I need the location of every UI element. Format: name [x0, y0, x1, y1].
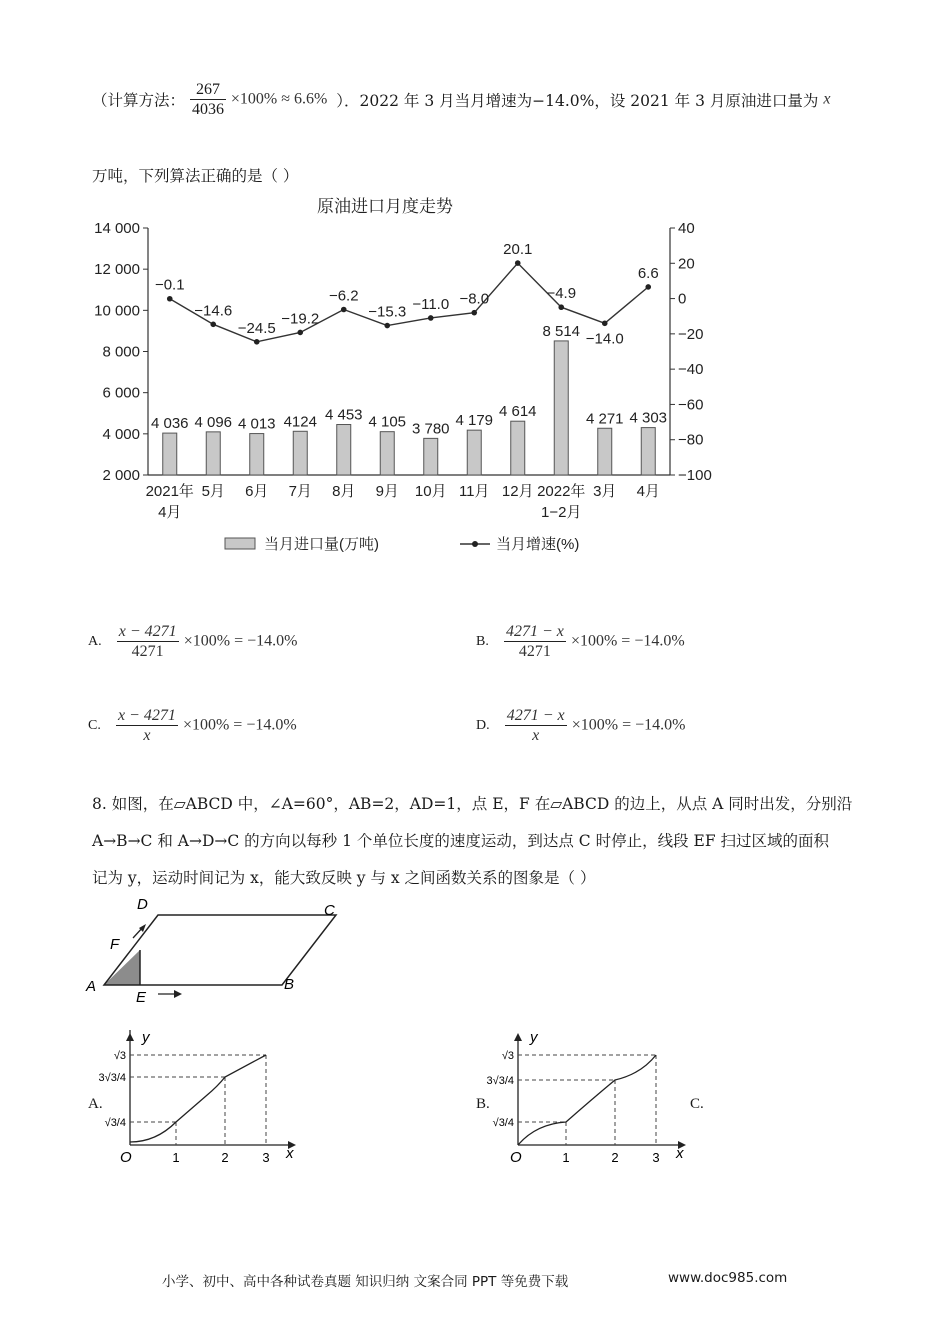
point-c-label: C [324, 902, 335, 919]
option-fraction [116, 706, 178, 745]
graph-option-a[interactable] [98, 1029, 306, 1170]
x-tick-1: 1 [562, 1150, 570, 1165]
option-numerator: x − 4271 [117, 707, 176, 724]
x-label-0-0: 2021年 [145, 483, 194, 500]
option-fraction [505, 706, 567, 745]
x-label-8-0: 12月 [501, 483, 534, 500]
option-label: C. [88, 717, 101, 733]
footer-url[interactable]: www.doc985.com [668, 1270, 788, 1286]
right-tick-label: 0 [678, 290, 687, 308]
x-label-7-0: 11月 [458, 483, 490, 500]
chart-title: 原油进口月度走势 [317, 197, 453, 216]
growth-point-7 [471, 310, 477, 316]
y-tick-3sqrt3-4: 3√3/4 [98, 1072, 126, 1084]
x-label-3-0: 7月 [288, 483, 312, 500]
x-label-4-0: 8月 [332, 483, 356, 500]
growth-label-7: −8.0 [459, 290, 490, 308]
x-label-6-0: 10月 [414, 483, 447, 500]
q7-method-prefix: （计算方法： [92, 91, 186, 110]
option-numerator: x − 4271 [118, 623, 177, 640]
option-numerator: 4271 − x [505, 623, 564, 640]
bar-label-3: 4124 [283, 413, 317, 431]
option-tail: ×100% = −14.0% [570, 632, 685, 650]
growth-point-1 [210, 322, 216, 328]
option-label: A. [88, 633, 102, 649]
bar-4 [337, 425, 351, 475]
growth-point-5 [384, 323, 390, 329]
bar-10 [598, 428, 612, 475]
x-tick-labels [146, 482, 660, 521]
left-tick-label: 10 000 [94, 302, 140, 320]
q7-method-tail: ×100% ≈ 6.6% [230, 90, 328, 108]
x-label-9-0: 2022年 [537, 483, 586, 500]
left-tick-label: 12 000 [94, 261, 140, 279]
point-f-label: F [110, 936, 120, 953]
function-curve [130, 1055, 266, 1142]
growth-label-4: −6.2 [328, 287, 359, 305]
legend-line-label: 当月增速(%) [496, 536, 580, 553]
option-denominator: x [505, 725, 567, 745]
swept-region [104, 950, 140, 985]
graph-option-c-label[interactable]: C. [690, 1096, 704, 1112]
right-tick-label: −100 [678, 467, 712, 484]
bar-label-6: 3 780 [411, 420, 450, 438]
bar-8 [511, 421, 525, 475]
option-label: B. [476, 633, 489, 649]
option-numerator: 4271 − x [506, 707, 565, 724]
growth-point-6 [428, 315, 434, 321]
origin-label: O [510, 1149, 522, 1166]
bar-0 [163, 433, 177, 475]
growth-point-8 [515, 260, 521, 266]
graph-option-a-label: A. [88, 1096, 103, 1112]
x-label-0-1: 4月 [158, 504, 182, 521]
parallelogram-figure [82, 893, 352, 1005]
q7-after-method: ）．2022 年 3 月当月增速为−14.0%，设 2021 年 3 月原油进口量为 [336, 91, 819, 110]
graph-option-b[interactable] [486, 1029, 696, 1170]
left-tick-label: 14 000 [94, 220, 140, 237]
chart-legend [225, 535, 579, 553]
function-curve [518, 1055, 656, 1145]
left-tick-label: 2 000 [102, 467, 140, 484]
y-axis-arrow-icon [514, 1033, 522, 1041]
bar-label-10: 4 271 [585, 410, 624, 428]
graph-option-b-label: B. [476, 1096, 490, 1112]
x-label-10-0: 3月 [593, 483, 617, 500]
x-var-label: x [286, 1145, 294, 1162]
bar-2 [250, 434, 264, 475]
growth-label-6: −11.0 [412, 295, 450, 313]
growth-point-0 [167, 296, 173, 302]
q7-option-a[interactable] [88, 622, 297, 661]
right-axis [670, 220, 712, 484]
arrowhead-ab-icon [174, 990, 182, 998]
q7-method-numerator: 267 [195, 81, 220, 98]
bar-7 [467, 430, 481, 475]
option-denominator: 4271 [504, 641, 566, 661]
x-label-2-0: 6月 [245, 483, 269, 500]
growth-label-11: 6.6 [637, 264, 659, 282]
bar-3 [293, 431, 307, 475]
bar-9 [554, 341, 568, 475]
bar-label-4: 4 453 [324, 406, 363, 424]
x-label-9-1: 1−2月 [541, 504, 582, 521]
bar-label-2: 4 013 [237, 415, 276, 433]
q7-option-c[interactable] [88, 706, 297, 745]
y-tick-sqrt3-4: √3/4 [492, 1117, 514, 1129]
y-axis-arrow-icon [126, 1033, 134, 1041]
left-tick-label: 6 000 [102, 384, 140, 402]
growth-point-4 [341, 307, 347, 313]
growth-label-2: −24.5 [237, 319, 276, 337]
option-label: D. [476, 717, 490, 733]
bar-label-1: 4 096 [194, 413, 233, 431]
point-a-label: A [86, 978, 97, 995]
option-tail: ×100% = −14.0% [183, 632, 298, 650]
x-var-label: x [676, 1145, 684, 1162]
right-tick-label: 20 [678, 255, 695, 273]
q7-option-b[interactable] [476, 622, 685, 661]
q8-line3: 记为 y，运动时间记为 x，能大致反映 y 与 x 之间函数关系的图象是（ ） [92, 869, 596, 887]
point-b-label: B [284, 976, 295, 993]
q7-method-line [92, 80, 830, 119]
growth-point-9 [558, 304, 564, 310]
bar-label-9: 8 514 [542, 322, 581, 340]
x-tick-2: 2 [611, 1150, 619, 1165]
bar-11 [641, 428, 655, 475]
left-tick-label: 4 000 [102, 425, 140, 443]
point-d-label: D [137, 896, 148, 913]
bar-label-8: 4 614 [498, 403, 537, 421]
x-label-5-0: 9月 [375, 483, 399, 500]
bar-series [163, 341, 656, 475]
legend-line-marker [472, 541, 478, 547]
growth-label-10: −14.0 [585, 330, 624, 348]
y-var-label: y [142, 1029, 150, 1046]
legend-bar-swatch [225, 538, 255, 549]
growth-label-0: −0.1 [154, 276, 185, 294]
q8-line2: A→B→C 和 A→D→C 的方向以每秒 1 个单位长度的速度运动，到达点 C 时停止，线段 EF 扫过区域的面积 [92, 832, 830, 850]
growth-label-5: −15.3 [368, 303, 407, 321]
bar-5 [380, 432, 394, 475]
origin-label: O [120, 1149, 132, 1166]
right-tick-label: −80 [678, 431, 704, 449]
growth-label-9: −4.9 [546, 285, 577, 303]
option-tail: ×100% = −14.0% [182, 716, 297, 734]
x-tick-1: 1 [172, 1150, 180, 1165]
growth-label-3: −19.2 [281, 310, 320, 328]
y-tick-sqrt3: √3 [113, 1050, 126, 1062]
bar-6 [424, 438, 438, 475]
growth-point-10 [602, 320, 608, 326]
q7-question-line2: 万吨，下列算法正确的是（ ） [92, 167, 299, 185]
q7-method-fraction [190, 80, 226, 119]
x-label-11-0: 4月 [636, 483, 660, 500]
right-tick-label: −60 [678, 396, 704, 414]
y-tick-sqrt3-4: √3/4 [104, 1117, 126, 1129]
x-tick-2: 2 [221, 1150, 229, 1165]
x-label-1-0: 5月 [201, 483, 225, 500]
option-fraction [504, 622, 566, 661]
bar-label-11: 4 303 [629, 409, 668, 427]
bar-label-0: 4 036 [150, 415, 189, 433]
y-tick-3sqrt3-4: 3√3/4 [486, 1075, 514, 1087]
growth-label-8: 20.1 [503, 241, 533, 259]
footer-text: 小学、初中、高中各种试卷真题 知识归纳 文案合同 PPT 等免费下载 [162, 1274, 569, 1290]
bar-label-5: 4 105 [368, 413, 407, 431]
option-denominator: 4271 [117, 641, 179, 661]
q7-var-x: x [823, 90, 831, 108]
option-denominator: x [116, 725, 178, 745]
x-tick-3: 3 [262, 1150, 270, 1165]
q7-method-denominator: 4036 [191, 101, 224, 118]
crude-oil-chart [80, 188, 740, 568]
right-tick-label: −40 [678, 361, 704, 379]
bar-label-7: 4 179 [455, 412, 494, 430]
y-var-label: y [530, 1029, 538, 1046]
q7-option-d[interactable] [476, 706, 685, 745]
y-tick-sqrt3: √3 [501, 1050, 514, 1062]
growth-point-11 [645, 284, 651, 290]
point-e-label: E [136, 989, 147, 1006]
right-tick-label: −20 [678, 325, 704, 343]
right-tick-label: 40 [678, 220, 695, 237]
option-tail: ×100% = −14.0% [571, 716, 686, 734]
legend-bar-label: 当月进口量(万吨) [264, 536, 379, 553]
growth-point-2 [254, 339, 260, 345]
growth-point-3 [297, 330, 303, 336]
x-tick-3: 3 [652, 1150, 660, 1165]
bar-1 [206, 432, 220, 475]
q8-line1: 8. 如图，在▱ABCD 中，∠A=60°，AB=2，AD=1，点 E，F 在▱ABCD 的边上，从点 A 同时出发，分别沿 [92, 795, 853, 813]
left-tick-label: 8 000 [102, 343, 140, 361]
option-fraction [117, 622, 179, 661]
growth-label-1: −14.6 [194, 302, 233, 320]
line-series [155, 241, 659, 347]
